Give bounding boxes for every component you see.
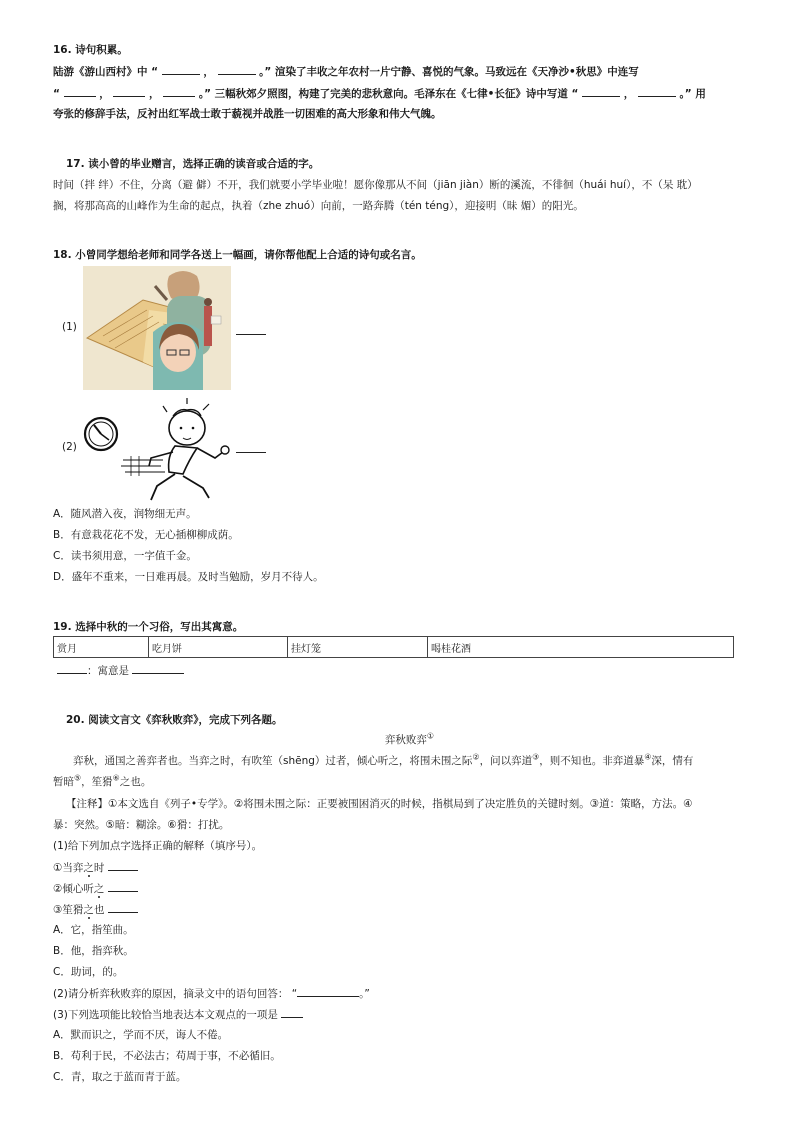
- passage-line-1: 弈秋，通国之善弈者也。当弈之时，有吹笙（shēng）过者，倾心听之，将围未围之际②，问以弈道③，则不知也。非弈道暴④深，情有: [73, 752, 694, 767]
- q16-blank-1[interactable]: [162, 63, 200, 75]
- q20-sub2: (2)请分析弈秋败弈的原因，摘录文中的语句回答： “ 。”: [53, 985, 736, 1002]
- custom-cell: 挂灯笼: [288, 637, 428, 658]
- q18-option-d: D．盛年不重来，一日难再晨。及时当勉励，岁月不待人。: [53, 571, 324, 583]
- q18-answer-1[interactable]: [236, 323, 266, 335]
- q18-item1-label: (1): [62, 321, 77, 333]
- q20-word-1-blank[interactable]: [108, 859, 138, 871]
- teacher-reading-illustration: [83, 266, 231, 390]
- q17-line1: 时间（拌 绊）不住，分离（避 僻）不开，我们就要小学毕业啦！愿你像那从不间（jiān jiàn）断的溪流，不徘徊（huái huí），不（呆 耽）: [53, 179, 698, 191]
- annotation-line-1: 【注释】①本文选自《列子•专学》。②将围未围之际：正要被围困消灭的时候，指棋局到了决定胜负的关键时刻。③道：策略，方法。④: [66, 798, 693, 810]
- q20-word-3-blank[interactable]: [108, 901, 138, 913]
- q16-blank-3[interactable]: [64, 85, 96, 97]
- q20-word-2: ②倾心听之: [53, 880, 736, 897]
- q18-title: 18. 小曾同学想给老师和同学各送上一幅画，请你帮他配上合适的诗句或名言。: [53, 249, 422, 261]
- q20-sub3-blank[interactable]: [281, 1006, 303, 1018]
- q19-title: 19. 选择中秋的一个习俗，写出其寓意。: [53, 621, 244, 633]
- q16-blank-7[interactable]: [638, 85, 676, 97]
- passage-line-2: 暂暗⑤，笙猾⑥之也。: [53, 773, 152, 788]
- mid-autumn-customs-table: [53, 636, 734, 658]
- q17-title: 17. 读小曾的毕业赠言，选择正确的读音或合适的字。: [66, 158, 320, 170]
- q20-sub1: (1)给下列加点字选择正确的解释（填序号）。: [53, 840, 263, 852]
- table-row: [54, 637, 734, 658]
- q20-sub3-option-a: A．默而识之，学而不厌，诲人不倦。: [53, 1029, 229, 1041]
- q16-blank-2[interactable]: [218, 63, 256, 75]
- custom-cell: 吃月饼: [149, 637, 288, 658]
- q20-title: 20. 阅读文言文《弈秋败弈》，完成下列各题。: [66, 714, 283, 726]
- q20-sub1-option-c: C．助词，的。: [53, 966, 124, 978]
- q19-custom-blank[interactable]: [57, 662, 87, 674]
- q17-line2: 搁，将那高高的山峰作为生命的起点，执着（zhe zhuó）向前，一路奔腾（tén téng），迎接明（昧 媚）的阳光。: [53, 200, 584, 212]
- q18-item2-label: (2): [62, 441, 77, 453]
- q20-sub2-blank[interactable]: [297, 985, 359, 997]
- q16-blank-6[interactable]: [582, 85, 620, 97]
- q19-answer-line: ：寓意是: [57, 662, 736, 679]
- q16-line2: “ ， ， 。” 三幅秋郊夕照图，构建了完美的悲秋意向。毛泽东在《七律•长征》诗中写道 “ ， 。” 用: [53, 85, 736, 102]
- q18-option-b: B．有意栽花花不发，无心插柳柳成荫。: [53, 529, 239, 541]
- custom-cell: 赏月: [54, 637, 149, 658]
- q18-option-a: A．随风潜入夜，润物细无声。: [53, 508, 197, 520]
- passage-title: 弈秋败弈①: [384, 731, 435, 746]
- q16-title: 16. 诗句积累。: [53, 44, 128, 56]
- q20-sub3-option-b: B．苟利于民，不必法古；苟周于事，不必循旧。: [53, 1050, 281, 1062]
- q19-meaning-blank[interactable]: [132, 662, 184, 674]
- annotation-line-2: 暴：突然。⑤暗：糊涂。⑥猾：打扰。: [53, 819, 230, 831]
- q16-blank-4[interactable]: [113, 85, 145, 97]
- q16-line1: 陆游《游山西村》中 “ ， 。” 渲染了丰收之年农村一片宁静、喜悦的气象。马致远在《天净沙•秋思》中连写: [53, 63, 736, 80]
- q20-word-3: ③笙猾之也: [53, 901, 736, 918]
- q20-word-2-blank[interactable]: [108, 880, 138, 892]
- q20-sub3: (3)下列选项能比较恰当地表达本文观点的一项是: [53, 1006, 736, 1023]
- custom-cell: 喝桂花酒: [428, 637, 734, 658]
- q18-answer-2[interactable]: [236, 441, 266, 453]
- q16-line3: 夸张的修辞手法，反衬出红军战士敢于藐视并战胜一切困难的高大形象和伟大气魄。: [53, 108, 442, 120]
- q20-sub1-option-a: A．它，指笙曲。: [53, 924, 134, 936]
- q16-blank-5[interactable]: [163, 85, 195, 97]
- running-boy-clock-illustration: [83, 398, 239, 502]
- q20-sub3-option-c: C．青，取之于蓝而青于蓝。: [53, 1071, 187, 1083]
- q20-sub1-option-b: B．他，指弈秋。: [53, 945, 134, 957]
- q20-word-1: ①当弈之时: [53, 859, 736, 876]
- q18-option-c: C．读书须用意，一字值千金。: [53, 550, 197, 562]
